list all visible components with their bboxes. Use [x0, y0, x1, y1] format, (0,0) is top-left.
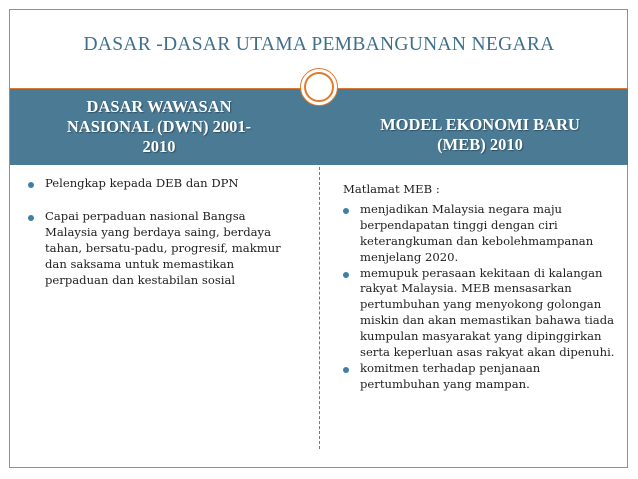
right-heading-line-2: (MEB) 2010: [437, 135, 523, 154]
list-item: [343, 202, 623, 266]
bullet-icon: [343, 208, 349, 214]
bullet-icon: [28, 215, 34, 221]
list-item: [28, 209, 290, 289]
list-item: [343, 266, 623, 361]
list-item: [343, 361, 623, 393]
column-divider: [319, 167, 320, 449]
right-heading-line-1: MODEL EKONOMI BARU: [380, 115, 580, 134]
slide-title: DASAR -DASAR UTAMA PEMBANGUNAN NEGARA: [83, 34, 555, 55]
list-item-text: Pelengkap kepada DEB dan DPN: [45, 176, 239, 190]
right-column-heading: [340, 115, 620, 155]
list-item-text: komitmen terhadap penjanaan pertumbuhan yang mampan.: [360, 360, 541, 391]
list-item-text: memupuk perasaan kekitaan di kalangan rakyat Malaysia. MEB mensasarkan pertumbuhan yang menyokong golongan miskin dan akan memastikan bahawa tiada kumpulan masyarakat yang dipinggirkan serta keperluan asas rakyat akan dipenuhi.: [360, 265, 615, 360]
left-heading-line-3: 2010: [142, 137, 176, 156]
left-column-heading: [36, 97, 282, 157]
bullet-icon: [28, 182, 34, 188]
bullet-icon: [343, 367, 349, 373]
bullet-icon: [343, 272, 349, 278]
list-item-text: Capai perpaduan nasional Bangsa Malaysia yang berdaya saing, berdaya tahan, bersatu-padu, progresif, makmur dan saksama untuk memastikan perpaduan dan kestabilan sosial: [45, 208, 281, 287]
list-item: [28, 176, 290, 192]
circle-ornament: [300, 68, 338, 106]
left-column-body: [28, 176, 290, 288]
right-column-body: [343, 182, 623, 393]
intro-text: Matlamat MEB :: [343, 182, 440, 196]
left-heading-line-1: DASAR WAWASAN: [86, 97, 232, 116]
list-item-text: menjadikan Malaysia negara maju berpendapatan tinggi dengan ciri keterangkuman dan kebolehmampanan menjelang 2020.: [360, 201, 594, 264]
left-heading-line-2: NASIONAL (DWN) 2001-: [66, 117, 252, 136]
